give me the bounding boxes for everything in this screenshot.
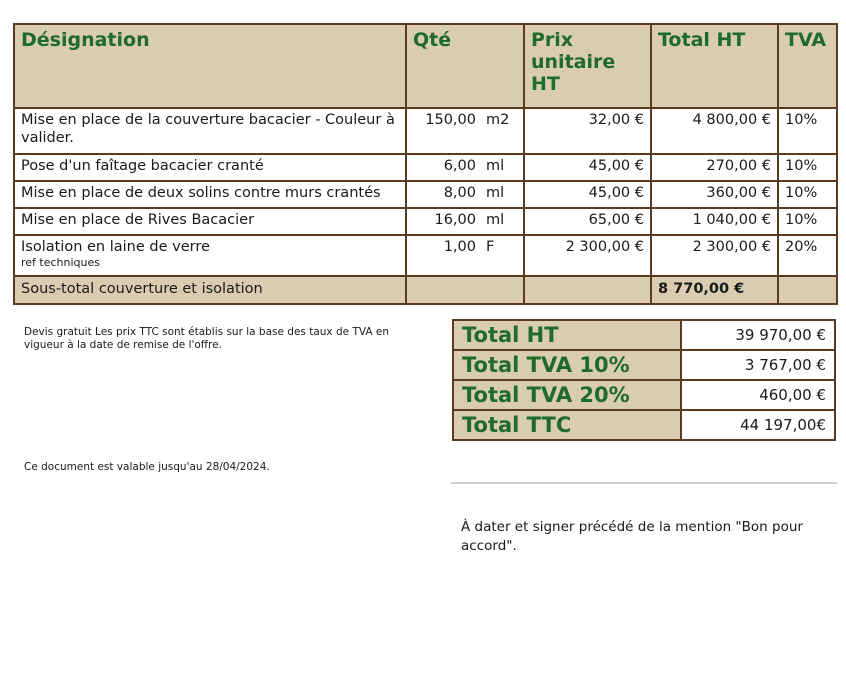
- row-tva: 10%: [778, 181, 837, 208]
- table-header-row: [14, 24, 837, 108]
- totals-row: [453, 410, 835, 440]
- validity-note: Ce document est valable jusqu'au 28/04/2024.: [24, 461, 270, 473]
- table-row: [14, 181, 837, 208]
- row-unit: ml: [482, 208, 524, 235]
- row-total: 4 800,00 €: [651, 108, 778, 154]
- header-tva: TVA: [778, 24, 837, 108]
- subtotal-empty-qty: [406, 276, 482, 304]
- row-unit-price: 45,00 €: [524, 181, 651, 208]
- table-row: [14, 154, 837, 181]
- total-ht-value: 39 970,00 €: [681, 320, 835, 350]
- row-designation-cell: [14, 235, 406, 276]
- row-qty: 16,00: [406, 208, 482, 235]
- table-row: [14, 108, 837, 154]
- quote-table: [13, 23, 838, 305]
- totals-row: [453, 350, 835, 380]
- devis-note: Devis gratuit Les prix TTC sont établis sur la base des taux de TVA en vigueur à la date de remise de l'offre.: [24, 326, 389, 351]
- row-unit-price: 32,00 €: [524, 108, 651, 154]
- row-designation-sub: ref techniques: [21, 256, 100, 269]
- row-qty: 1,00: [406, 235, 482, 276]
- row-unit: ml: [482, 181, 524, 208]
- row-total: 2 300,00 €: [651, 235, 778, 276]
- row-designation: Pose d'un faîtage bacacier cranté: [14, 154, 406, 181]
- row-unit: F: [482, 235, 524, 276]
- header-designation: Désignation: [14, 24, 406, 108]
- row-unit: m2: [482, 108, 524, 154]
- row-designation: Mise en place de Rives Bacacier: [14, 208, 406, 235]
- row-tva: 20%: [778, 235, 837, 276]
- header-total-ht: Total HT: [651, 24, 778, 108]
- table-row: [14, 208, 837, 235]
- subtotal-empty-tva: [778, 276, 837, 304]
- totals-table: [452, 319, 836, 441]
- total-tva20-label: Total TVA 20%: [453, 380, 681, 410]
- header-unit-price: Prix unitaire HT: [524, 24, 651, 108]
- row-tva: 10%: [778, 154, 837, 181]
- row-total: 1 040,00 €: [651, 208, 778, 235]
- total-tva10-value: 3 767,00 €: [681, 350, 835, 380]
- subtotal-row: [14, 276, 837, 304]
- signature-instruction: À dater et signer précédé de la mention "Bon pour accord".: [461, 519, 803, 554]
- row-unit-price: 65,00 €: [524, 208, 651, 235]
- subtotal-total: 8 770,00 €: [651, 276, 778, 304]
- row-total: 360,00 €: [651, 181, 778, 208]
- row-unit-price: 2 300,00 €: [524, 235, 651, 276]
- total-ttc-value: 44 197,00€: [681, 410, 835, 440]
- total-tva10-label: Total TVA 10%: [453, 350, 681, 380]
- row-designation: Mise en place de la couverture bacacier - Couleur à valider.: [14, 108, 406, 154]
- totals-row: [453, 380, 835, 410]
- row-tva: 10%: [778, 108, 837, 154]
- table-row: [14, 235, 837, 276]
- row-unit-price: 45,00 €: [524, 154, 651, 181]
- total-ttc-label: Total TTC: [453, 410, 681, 440]
- signature-divider: [451, 482, 837, 484]
- total-ht-label: Total HT: [453, 320, 681, 350]
- subtotal-label: Sous-total couverture et isolation: [14, 276, 406, 304]
- row-tva: 10%: [778, 208, 837, 235]
- row-qty: 6,00: [406, 154, 482, 181]
- row-qty: 150,00: [406, 108, 482, 154]
- totals-row: [453, 320, 835, 350]
- subtotal-empty-price: [524, 276, 651, 304]
- row-unit: ml: [482, 154, 524, 181]
- row-designation: Mise en place de deux solins contre murs crantés: [14, 181, 406, 208]
- subtotal-empty-unit: [482, 276, 524, 304]
- row-designation: Isolation en laine de verre: [21, 239, 210, 255]
- row-qty: 8,00: [406, 181, 482, 208]
- row-total: 270,00 €: [651, 154, 778, 181]
- total-tva20-value: 460,00 €: [681, 380, 835, 410]
- header-qty: Qté: [406, 24, 524, 108]
